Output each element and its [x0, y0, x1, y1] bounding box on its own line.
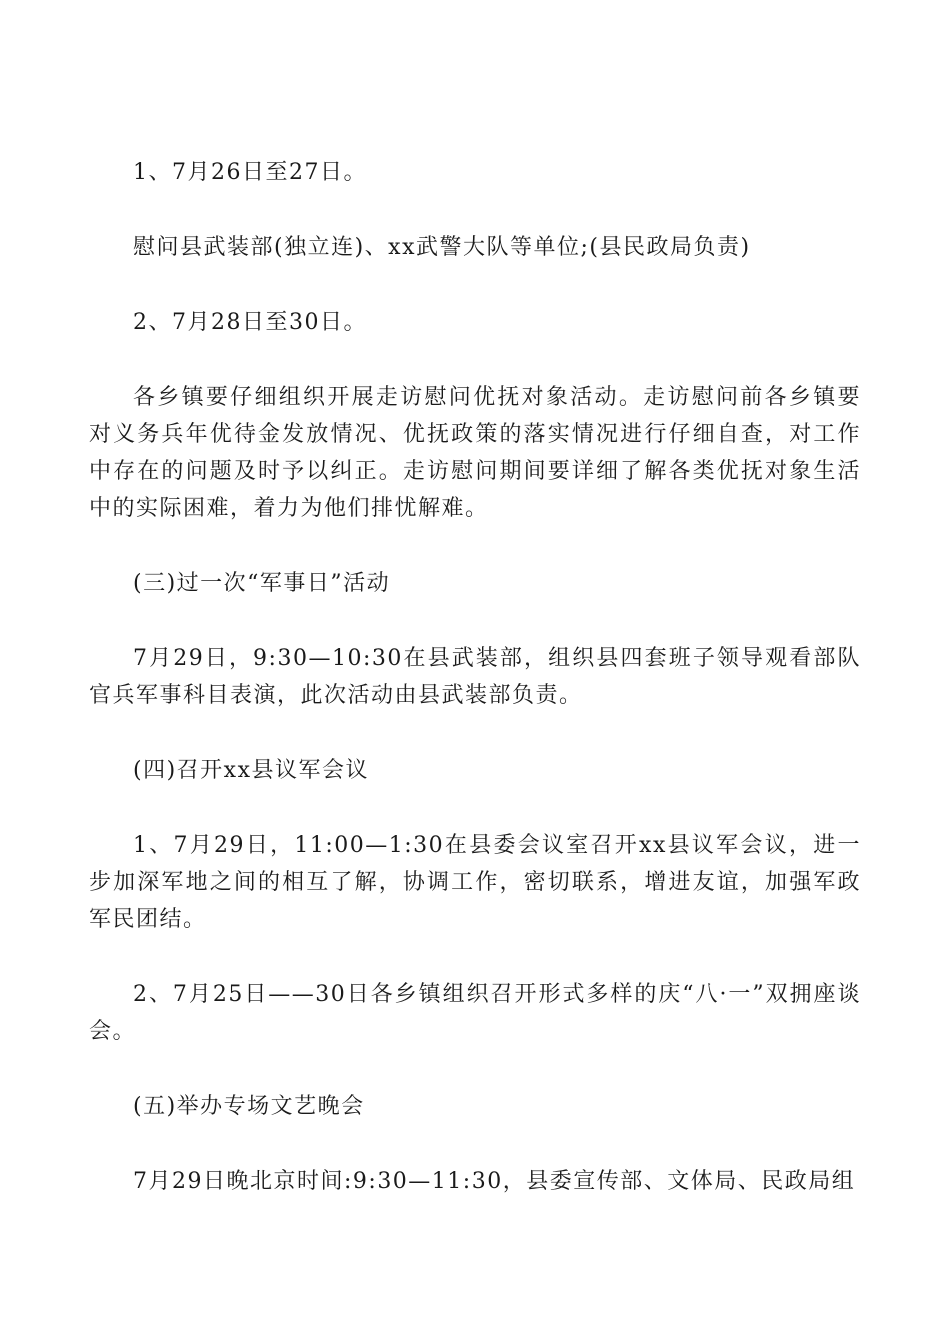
paragraph-gala: 7月29日晚北京时间:9:30—11:30，县委宣传部、文体局、民政局组: [133, 1169, 856, 1194]
paragraph-date-1: 1、7月26日至27日。: [133, 160, 367, 185]
section-heading-military-meeting: (四)召开xx县议军会议: [133, 758, 369, 783]
section-heading-gala: (五)举办专场文艺晚会: [133, 1094, 365, 1119]
document-page: [89, 154, 861, 1200]
section-heading-military-day: (三)过一次“军事日”活动: [133, 571, 391, 596]
paragraph-date-2: 2、7月28日至30日。: [133, 310, 367, 335]
paragraph-visit-activity: 各乡镇要仔细组织开展走访慰问优抚对象活动。走访慰问前各乡镇要对义务兵年优待金发放情况、优抚政策的落实情况进行仔细自查，对工作中存在的问题及时予以纠正。走访慰问期间要详细了解各类优抚对象生活中的实际困难，着力为他们排忧解难。: [89, 385, 861, 521]
paragraph-military-day: 7月29日，9:30—10:30在县武装部，组织县四套班子领导观看部队官兵军事科目表演，此次活动由县武装部负责。: [89, 646, 861, 708]
paragraph-meeting-2: 2、7月25日——30日各乡镇组织召开形式多样的庆“八·一”双拥座谈会。: [89, 982, 861, 1044]
paragraph-meeting-1: 1、7月29日，11:00—1:30在县委会议室召开xx县议军会议，进一步加深军地之间的相互了解，协调工作，密切联系，增进友谊，加强军政军民团结。: [89, 833, 861, 932]
paragraph-visit-units: 慰问县武装部(独立连)、xx武警大队等单位;(县民政局负责): [133, 235, 751, 260]
